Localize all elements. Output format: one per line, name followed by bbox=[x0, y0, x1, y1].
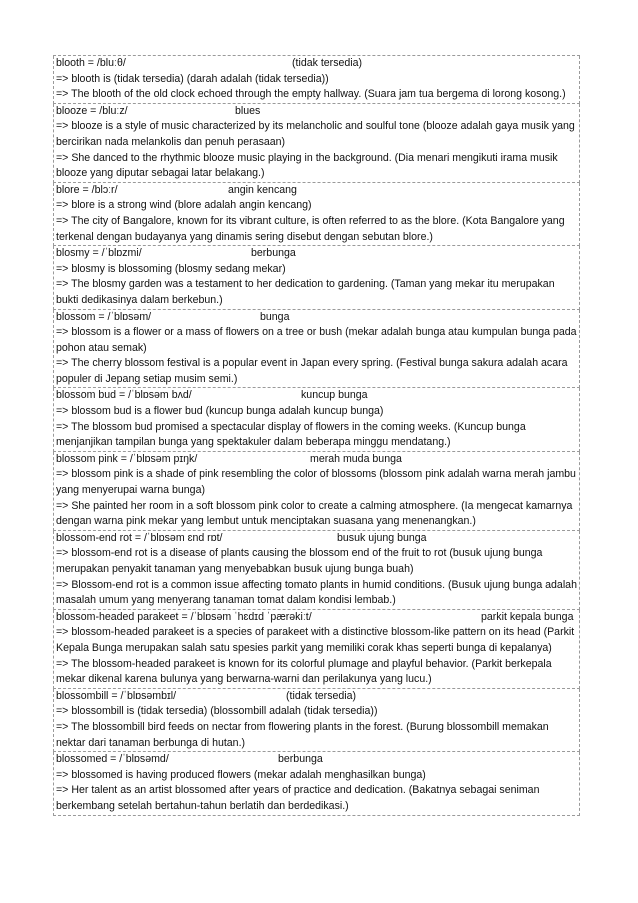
entry-definition: => blossom is a flower or a mass of flowers on a tree or bush (mekar adalah bunga atau kumpulan bunga pada pohon atau semak) bbox=[56, 326, 577, 354]
entry-headword: blooze = /bluːz/ bbox=[56, 104, 128, 117]
entry-meaning: merah muda bunga bbox=[310, 452, 402, 465]
entry-example: => The blosmy garden was a testament to her dedication to gardening. (Taman yang mekar itu merupakan bukti dedikasinya dalam berkebun.) bbox=[56, 278, 555, 306]
entry-headword: blosmy = /ˈblɒzmi/ bbox=[56, 247, 142, 260]
entry-example: => The blossom-headed parakeet is known for its colorful plumage and playful behavior. (Parkit berkepala mekar dikenal karena bulunya yang berwarna-warni dan perilakunya yang lucu.) bbox=[56, 657, 552, 686]
dictionary-entry bbox=[53, 104, 580, 183]
dictionary-entry bbox=[53, 246, 580, 309]
entry-headline bbox=[56, 452, 577, 468]
entry-headword: blossom bud = /ˈblɒsəm bʌd/ bbox=[56, 389, 192, 402]
entry-meaning: berbunga bbox=[278, 753, 323, 766]
entry-headword: blossom pink = /ˈblɒsəm pɪŋk/ bbox=[56, 452, 198, 465]
entry-definition: => blossom pink is a shade of pink resembling the color of blossoms (blossom pink adalah warna merah jambu yang menyerupai warna bunga) bbox=[56, 468, 576, 497]
entry-headword: blooth = /bluːθ/ bbox=[56, 57, 126, 69]
entry-example: => The blooth of the old clock echoed through the empty hallway. (Suara jam tua bergema di lorong kosong.) bbox=[56, 88, 566, 101]
dictionary-entry bbox=[53, 452, 580, 531]
dictionary-entry bbox=[53, 183, 580, 246]
entry-definition: => blooth is (tidak tersedia) (darah adalah (tidak tersedia)) bbox=[56, 72, 329, 85]
dictionary-entry bbox=[53, 689, 580, 752]
dictionary-entry bbox=[53, 531, 580, 610]
entry-definition: => blore is a strong wind (blore adalah angin kencang) bbox=[56, 199, 312, 212]
entry-meaning: angin kencang bbox=[228, 183, 297, 196]
entry-meaning: busuk ujung bunga bbox=[337, 531, 427, 544]
dictionary-entry bbox=[53, 388, 580, 451]
entry-headline bbox=[56, 104, 577, 120]
entry-headword: blossombill = /ˈblɒsəmbɪl/ bbox=[56, 689, 177, 702]
entry-example: => The blossombill bird feeds on nectar from flowering plants in the forest. (Burung blossombill memakan nektar dari tanaman berbunga di hutan.) bbox=[56, 720, 549, 749]
entry-headline bbox=[56, 531, 577, 547]
entry-meaning: berbunga bbox=[251, 247, 296, 260]
entry-meaning: parkit kepala bunga bbox=[481, 610, 574, 623]
dictionary-entry bbox=[53, 310, 580, 389]
entry-meaning: (tidak tersedia) bbox=[292, 57, 363, 69]
entry-meaning: kuncup bunga bbox=[301, 389, 368, 402]
entry-meaning: bunga bbox=[260, 310, 290, 323]
entry-example: => She danced to the rhythmic blooze music playing in the background. (Dia menari mengikuti irama musik blooze yang diputar sebagai latar belakang.) bbox=[56, 151, 558, 180]
entry-headword: blore = /blɔːr/ bbox=[56, 183, 118, 196]
entry-example: => Her talent as an artist blossomed after years of practice and dedication. (Bakatnya sebagai seniman berkembang setelah bertahun-tahun berlatih dan berdedikasi.) bbox=[56, 784, 540, 812]
entry-headline bbox=[56, 183, 577, 199]
entry-headline bbox=[56, 56, 577, 72]
entry-definition: => blossom-end rot is a disease of plants causing the blossom end of the fruit to rot (busuk ujung bunga merupakan penyakit tanaman yang menyebabkan busuk ujung bunga buah) bbox=[56, 547, 543, 575]
entry-definition: => blossomed is having produced flowers (mekar adalah menghasilkan bunga) bbox=[56, 768, 426, 781]
dictionary-table bbox=[53, 55, 580, 816]
entry-headword: blossomed = /ˈblɒsəmd/ bbox=[56, 753, 169, 766]
entry-headword: blossom-end rot = /ˈblɒsəm ɛnd rɒt/ bbox=[56, 531, 223, 544]
entry-headline bbox=[56, 610, 577, 626]
dictionary-entry bbox=[53, 752, 580, 815]
entry-definition: => blossombill is (tidak tersedia) (blossombill adalah (tidak tersedia)) bbox=[56, 705, 378, 718]
entry-definition: => blosmy is blossoming (blosmy sedang mekar) bbox=[56, 262, 286, 275]
entry-definition: => blossom bud is a flower bud (kuncup bunga adalah kuncup bunga) bbox=[56, 405, 384, 418]
dictionary-entry bbox=[53, 56, 580, 104]
dictionary-entry bbox=[53, 610, 580, 689]
entry-meaning: (tidak tersedia) bbox=[286, 689, 357, 702]
entry-headline bbox=[56, 246, 577, 262]
entry-headline bbox=[56, 310, 577, 326]
entry-definition: => blooze is a style of music characterized by its melancholic and soulful tone (blooze adalah gaya musik yang bercirikan nada melankolis dan penuh perasaan) bbox=[56, 120, 575, 148]
entry-example: => Blossom-end rot is a common issue affecting tomato plants in humid conditions. (Busuk ujung bunga adalah masalah umum yang menyerang tanaman tomat dalam kondisi lembab.) bbox=[56, 578, 577, 607]
entry-example: => She painted her room in a soft blossom pink color to create a calming atmosphere. (Ia mengecat kamarnya dengan warna pink mekar yang lembut untuk menciptakan suasana yang menenangkan.) bbox=[56, 499, 573, 528]
entry-headword: blossom-headed parakeet = /ˈblɒsəm ˈhɛdɪd ˈpærəkiːt/ bbox=[56, 610, 312, 623]
entry-headline bbox=[56, 388, 577, 404]
entry-headline bbox=[56, 752, 577, 768]
entry-example: => The cherry blossom festival is a popular event in Japan every spring. (Festival bunga sakura adalah acara populer di Jepang setiap musim semi.) bbox=[56, 357, 568, 385]
entry-example: => The city of Bangalore, known for its vibrant culture, is often referred to as the blore. (Kota Bangalore yang terkenal dengan budayanya yang dinamis sering disebut dengan sebutan blore.) bbox=[56, 214, 565, 243]
entry-headword: blossom = /ˈblɒsəm/ bbox=[56, 310, 152, 323]
entry-headline bbox=[56, 689, 577, 705]
entry-meaning: blues bbox=[235, 104, 261, 117]
entry-example: => The blossom bud promised a spectacular display of flowers in the coming weeks. (Kuncup bunga menjanjikan tampilan bunga yang spektakuler dalam beberapa minggu mendatang.) bbox=[56, 420, 526, 449]
entry-definition: => blossom-headed parakeet is a species of parakeet with a distinctive blossom-like pattern on its head (Parkit Kepala Bunga merupakan salah satu spesies parkit yang memiliki corak khas seperti bunga di kepalanya) bbox=[56, 626, 575, 654]
